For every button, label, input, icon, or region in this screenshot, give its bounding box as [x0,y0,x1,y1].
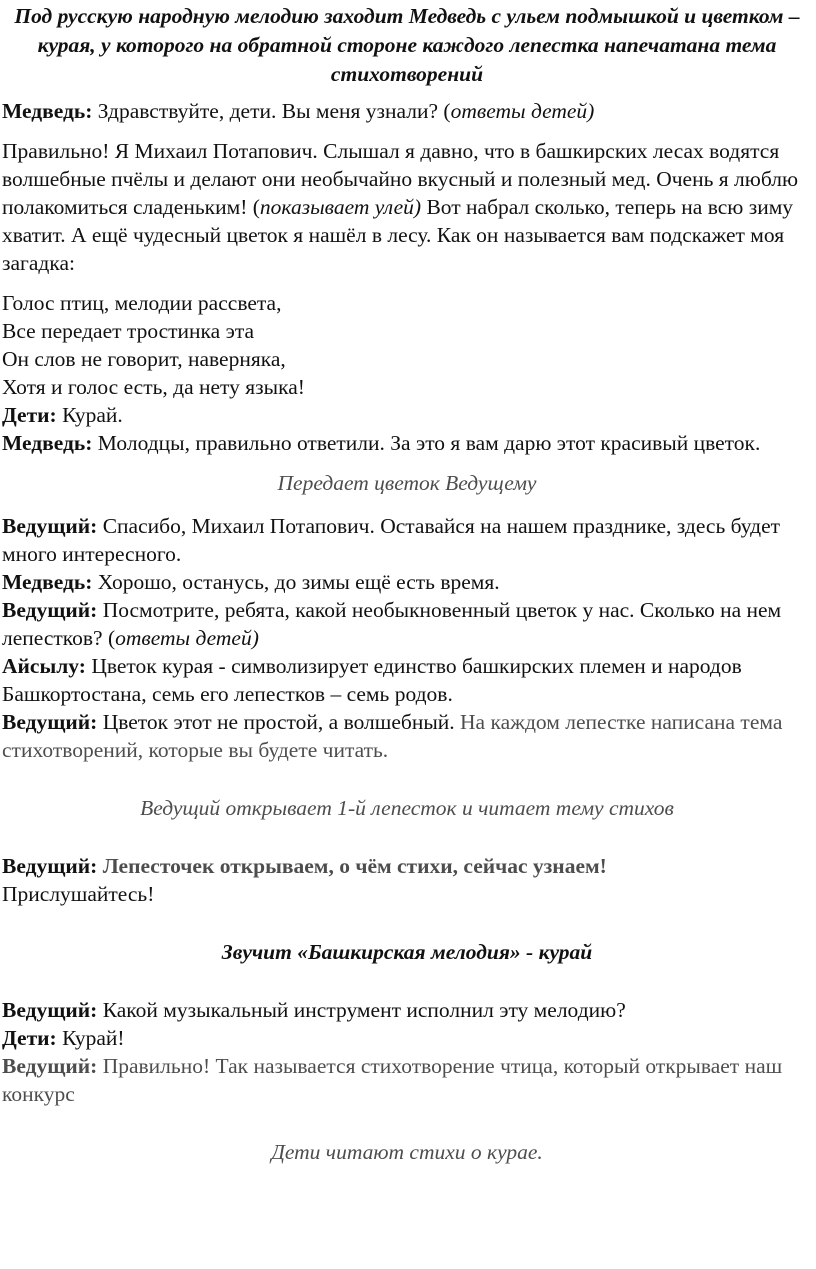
speaker-label: Ведущий: [2,998,98,1022]
speaker-label: Медведь: [2,99,93,123]
stage-note: ответы детей) [450,99,595,123]
bear-monologue [2,137,812,277]
dialogue-children-kurai [2,1024,812,1052]
line-text: Здравствуйте, дети. Вы меня узнали? ( [92,99,451,123]
speaker-label: Ведущий: [2,598,98,622]
dialogue-aisylu [2,652,812,708]
stage-note: показывает улей) [259,195,422,219]
line-text: Цветок этот не простой, а волшебный. [97,710,461,734]
riddle-line: Голос птиц, мелодии рассвета, [2,291,282,315]
line-text: Какой музыкальный инструмент исполнил эту мелодию? [97,998,626,1022]
line-text: Хорошо, останусь, до зимы ещё есть время. [92,570,500,594]
dialogue-host-petal [2,852,812,908]
dialogue-bear-praise [2,429,812,457]
riddle-line: Хотя и голос есть, да нету языка! [2,375,305,399]
stage-direction: Передает цветок Ведущему [277,471,537,495]
riddle-line: Он слов не говорит, наверняка, [2,347,286,371]
line-text: Вот набрал сколько, теперь на всю зиму хватит. А ещё чудесный цветок я нашёл в лесу. Как он называется вам подскажет моя загадка: [2,195,794,275]
riddle-poem [2,289,812,401]
speaker-label: Медведь: [2,570,93,594]
line-text: Посмотрите, ребята, какой необыкновенный цветок у нас. Сколько на нем лепестков? ( [2,598,782,650]
riddle-line: Все передает тростинка эта [2,319,255,343]
speaker-label: Дети: [2,403,57,427]
speaker-label: Айсылу: [2,654,86,678]
line-text: Спасибо, Михаил Потапович. Оставайся на нашем празднике, здесь будет много интересного. [2,514,781,566]
line-text-gray: На каждом лепестке написана тема стихотворений, которые вы будете читать. [2,710,783,762]
dialogue-host-contest [2,1052,812,1108]
line-text: Курай. [56,403,123,427]
dialogue-host-instrument [2,996,812,1024]
speaker-label: Дети: [2,1026,57,1050]
speaker-label: Медведь: [2,431,93,455]
line-text: Молодцы, правильно ответили. За это я вам дарю этот красивый цветок. [92,431,761,455]
stage-direction: Дети читают стихи о курае. [271,1140,543,1164]
line-text-bold: Лепесточек открываем, о чём стихи, сейчас узнаем! [97,854,607,878]
line-text: Прислушайтесь! [2,882,155,906]
dialogue-host-thanks [2,512,812,568]
dialogue-children-answer [2,401,812,429]
stage-direction: Ведущий открывает 1-й лепесток и читает тему стихов [140,796,674,820]
stage-note: ответы детей) [115,626,259,650]
dialogue-bear-greeting [2,97,812,125]
stage-direction-music: Звучит «Башкирская мелодия» - курай [221,940,593,964]
speaker-label: Ведущий: [2,514,98,538]
line-text: Правильно! Я Михаил Потапович. Слышал я давно, что в башкирских лесах водятся волшебные пчёлы и делают они необычайно вкусный и полезный мед. Очень я люблю полакомиться сладеньким! ( [2,139,799,219]
line-text: Правильно! Так называется стихотворение чтица, который открывает наш конкурс [2,1054,783,1106]
dialogue-host-question [2,596,812,652]
speaker-label: Ведущий: [2,854,98,878]
speaker-label: Ведущий: [2,710,98,734]
line-text: Курай! [56,1026,125,1050]
scene-title: Под русскую народную мелодию заходит Медведь с ульем подмышкой и цветком – курая, у которого на обратной стороне каждого лепестка напечатана тема стихотворений [14,4,800,86]
dialogue-bear-stays [2,568,812,596]
line-text: Цветок курая - символизирует единство башкирских племен и народов Башкортостана, семь его лепестков – семь родов. [2,654,742,706]
speaker-label: Ведущий: [2,1054,98,1078]
dialogue-host-magic [2,708,812,764]
